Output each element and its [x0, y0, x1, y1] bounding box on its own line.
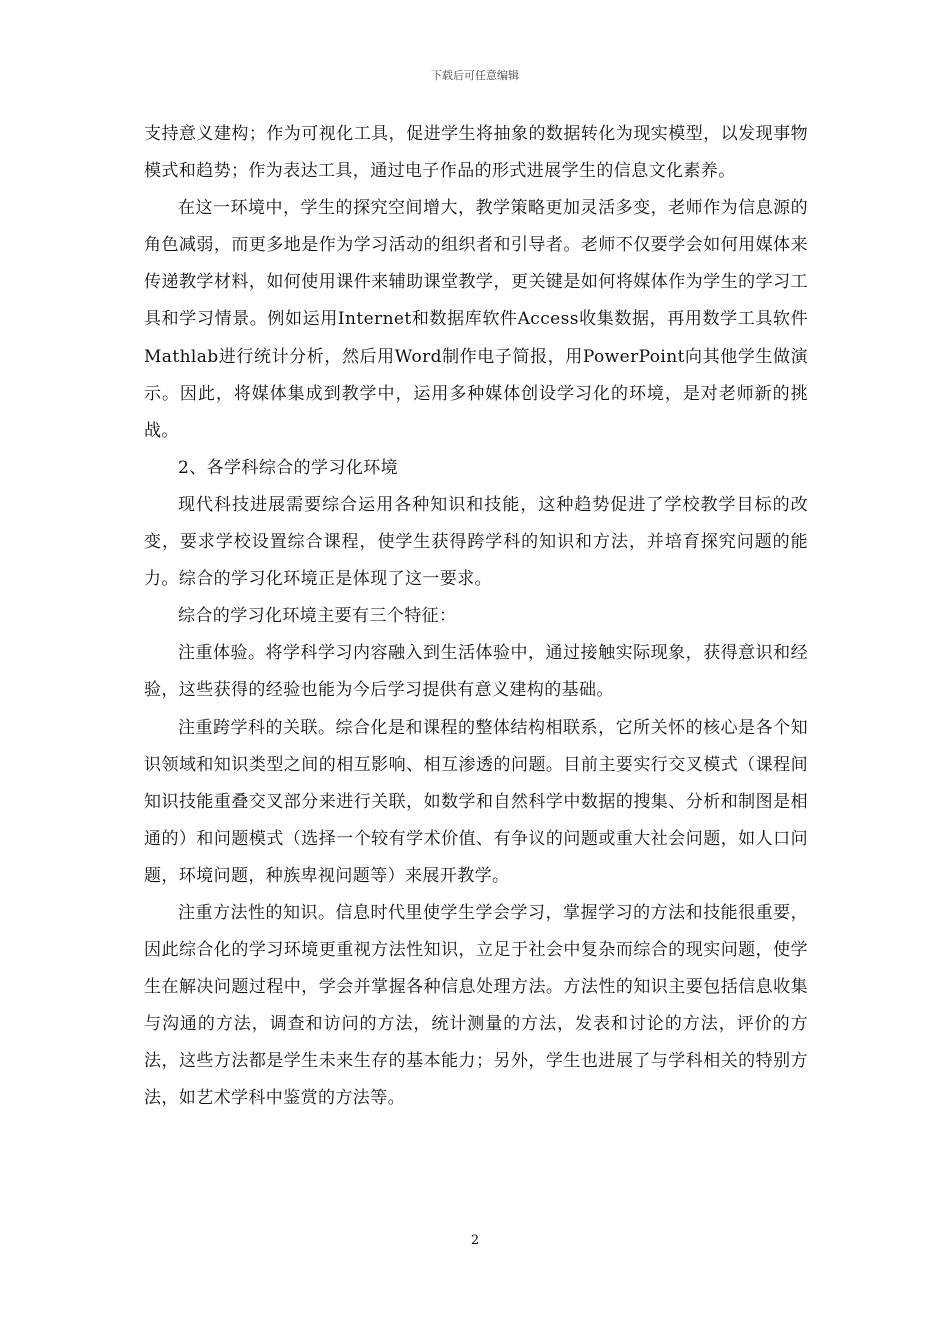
paragraph: 综合的学习化环境主要有三个特征： [178, 606, 457, 627]
paragraph: 在这一环境中，学生的探究空间增大，教学策略更加灵活多变，老师作为信息源的角色减弱，而更多地是作为学习活动的组织者和引导者。老师不仅要学会如何用媒体来传递教学材料，如何使用课件来辅助课堂教学，更关键是如何将媒体作为学生的学习工具和学习情景。例如运用Internet和数据库软件Access收集数据，再用数学工具软件Mathlab进行统计分析，然后用Word制作电子简报，用PowerPoint向其他学生做演示。因此，将媒体集成到教学中，运用多种媒体创设学习化的环境，是对老师新的挑战。 [144, 198, 808, 441]
paragraph: 现代科技进展需要综合运用各种知识和技能，这种趋势促进了学校教学目标的改变，要求学校设置综合课程，使学生获得跨学科的知识和方法，并培育探究问题的能力。综合的学习化环境正是体现了这一要求。 [144, 494, 808, 590]
paragraph: 注重方法性的知识。信息时代里使学生学会学习，掌握学习的方法和技能很重要，因此综合化的学习环境更重视方法性知识，立足于社会中复杂而综合的现实问题，使学生在解决问题过程中，学会并掌握各种信息处理方法。方法性的知识主要包括信息收集与沟通的方法，调查和访问的方法，统计测量的方法，发表和讨论的方法，评价的方法，这些方法都是学生未来生存的基本能力；另外，学生也进展了与学科相关的特别方法，如艺术学科中鉴赏的方法等。 [144, 902, 808, 1109]
page-header: 下载后可任意编辑 [431, 69, 519, 82]
section-heading: 2、各学科综合的学习化环境 [178, 457, 399, 478]
page-number: 2 [470, 1233, 480, 1248]
paragraph: 支持意义建构；作为可视化工具，促进学生将抽象的数据转化为现实模型，以发现事物模式和趋势；作为表达工具，通过电子作品的形式进展学生的信息文化素养。 [144, 124, 808, 182]
document-body [144, 116, 808, 1118]
paragraph: 注重体验。将学科学习内容融入到生活体验中，通过接触实际现象，获得意识和经验，这些获得的经验也能为今后学习提供有意义建构的基础。 [144, 643, 808, 701]
paragraph: 注重跨学科的关联。综合化是和课程的整体结构相联系，它所关怀的核心是各个知识领域和知识类型之间的相互影响、相互渗透的问题。目前主要实行交叉模式（课程间知识技能重叠交叉部分来进行关联，如数学和自然科学中数据的搜集、分析和制图是相通的）和问题模式（选择一个较有学术价值、有争议的问题或重大社会问题，如人口问题，环境问题，种族卑视问题等）来展开教学。 [144, 717, 808, 886]
